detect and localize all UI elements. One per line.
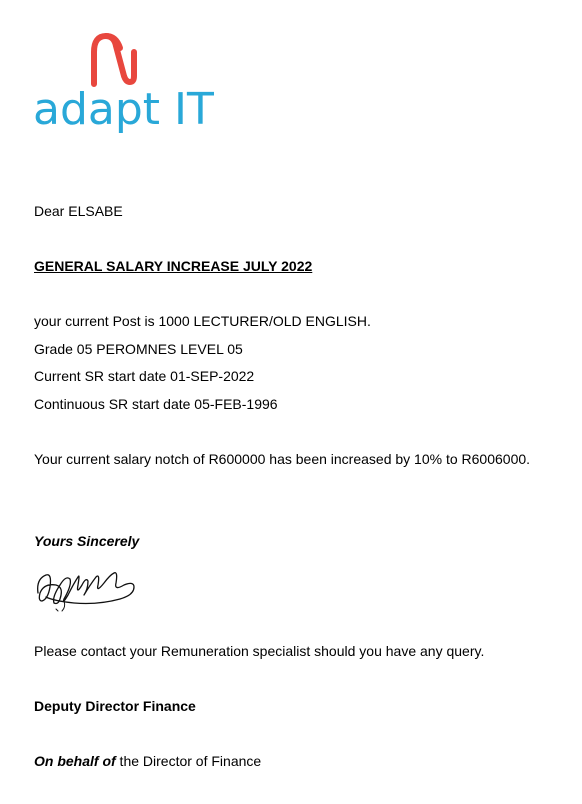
detail-current-sr-date: Current SR start date 01-SEP-2022: [34, 368, 255, 384]
on-behalf-line: [34, 752, 261, 770]
detail-continuous-sr-date: Continuous SR start date 05-FEB-1996: [34, 396, 278, 412]
logo-mark-icon: [86, 30, 142, 88]
letter-subject: GENERAL SALARY INCREASE JULY 2022: [34, 258, 313, 274]
signature-image: [34, 555, 140, 613]
contact-note: Please contact your Remuneration specialist should you have any query.: [34, 643, 485, 659]
detail-grade: Grade 05 PEROMNES LEVEL 05: [34, 341, 243, 357]
salary-statement: Your current salary notch of R600000 has been increased by 10% to R6006000.: [34, 451, 531, 467]
on-behalf-label: On behalf of: [34, 753, 116, 769]
on-behalf-of: the Director of Finance: [115, 753, 262, 769]
closing: Yours Sincerely: [34, 533, 140, 549]
signatory-title: Deputy Director Finance: [34, 698, 196, 714]
detail-post: your current Post is 1000 LECTURER/OLD ENGLISH.: [34, 313, 371, 329]
logo-wordmark: adapt IT: [33, 84, 214, 135]
company-logo: [33, 30, 213, 142]
greeting: Dear ELSABE: [34, 203, 123, 219]
